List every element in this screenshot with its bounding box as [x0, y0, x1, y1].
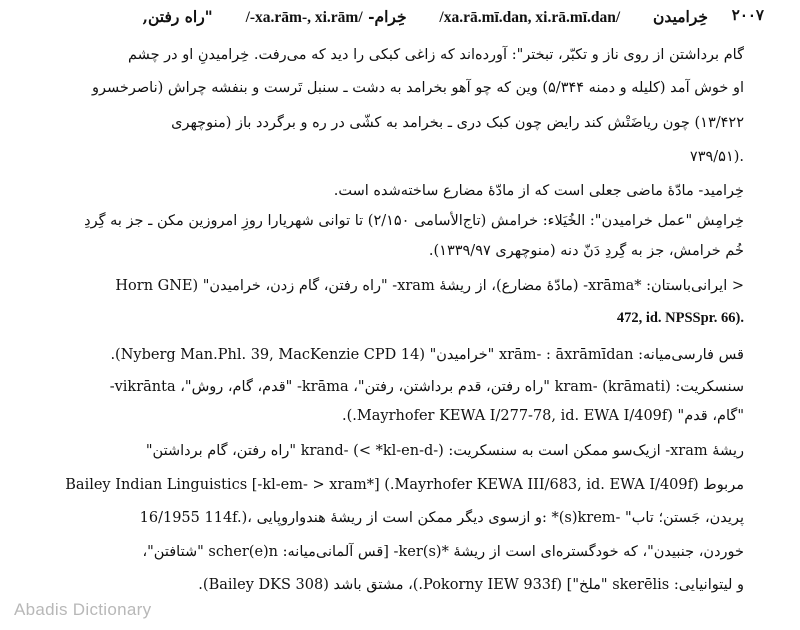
text-line-8: < ایرانی‌باستان: *xrāma- (مادّهٔ مضارع)، از ریشهٔ xram- "راه رفتن، گام زدن، خرامیدن" (Horn GNE: [115, 278, 744, 294]
text-line-15: 16/1955 114f.)، و ازسوی دیگر ممکن است از ریشهٔ هندواروپایی: *(s)krem- "پریدن، جَستن؛ تاب: [139, 510, 744, 526]
text-line-4: ۷۳۹/۵۱).: [689, 149, 744, 165]
headword-transliteration: /xa.rā.mī.dan, xi.rā.mī.dan/: [439, 9, 621, 26]
text-line-14: مربوط (Mayrhofer KEWA III/683, id. EWA I/409f.) [*kl-em- > xram-] Bailey Indian Linguistics: [65, 477, 744, 493]
text-line-3: ۱۳/۴۲۲) چون ریاضَتْش کند رایض چون کبک دری ـ بخرامد به کشّی در ره و برگردد باز (منوچهری: [171, 115, 744, 131]
text-line-17: و لیتوانیایی: skerēlis "ملخ"] (Pokorny IEW 933f.)، مشتق باشد (Bailey DKS 308).: [198, 577, 744, 593]
entry-header: [40, 6, 708, 29]
text-line-7: خُم خرامش، جز به گِردِ دَنّ دنه (منوچهری ۱۳۳۹/۹۷).: [428, 243, 744, 259]
text-line-9: 472, id. NPSSpr. 66).: [616, 310, 744, 326]
headword: خِرامیدن: [653, 7, 708, 26]
text-line-11: سنسکریت: kram- (krāmati) "راه رفتن، قدم برداشتن، رفتن"، krāma- "قدم، گام، روش"، vikrānta-: [109, 379, 744, 395]
text-line-6: خِرامِش "عمل خرامیدن": الخُیَلاء: خرامش (تاج‌الأسامی ۲/۱۵۰) تا توانی شهریارا روزِ امروزین مکن ـ جز به گِردِ: [84, 213, 744, 229]
text-line-13: ریشهٔ xram- ازیک‌سو ممکن است به سنسکریت: krand- (< *kl-en-d-) "راه رفتن، گام برداشتن": [145, 443, 744, 459]
watermark: Abadis Dictionary: [14, 600, 152, 619]
text-line-12: "گام، قدم" (Mayrhofer KEWA I/277-78, id. EWA I/409f.).: [342, 408, 744, 424]
variant-transliteration: /xa.rām-, xi.rām-/: [245, 9, 363, 26]
text-line-2: او خوش آمد (کلیله و دمنه ۵/۳۴۴) وین که چو آهو بخرامد به دشت ـ سنبل تَرست و بنفشه چراش (ناصرخسرو: [91, 80, 744, 96]
header-gloss: "راه رفتن,: [142, 7, 213, 26]
text-line-1: گام برداشتن از روی ناز و تکبّر، تبختر": آورده‌اند که زاغی کبکی را دید که می‌رفت. خِرامیدنِ او در چشم: [128, 47, 744, 63]
text-line-16: خوردن، جنبیدن"، که خودگستره‌ای است از ریشهٔ *(s)ker- [قس آلمانی‌میانه: scher(e)n "شتافتن"،: [142, 544, 744, 560]
text-line-5: خِرامید- مادّهٔ ماضی جعلی است که از مادّهٔ مضارع ساخته‌شده است.: [333, 183, 744, 199]
variant-headword: خِرام-: [368, 7, 407, 26]
page-number: ۲۰۰۷: [731, 6, 764, 24]
text-line-10: قس فارسی‌میانه: xrām- : āxrāmīdan "خرامیدن" (Nyberg Man.Phl. 39, MacKenzie CPD 14).: [110, 347, 744, 363]
